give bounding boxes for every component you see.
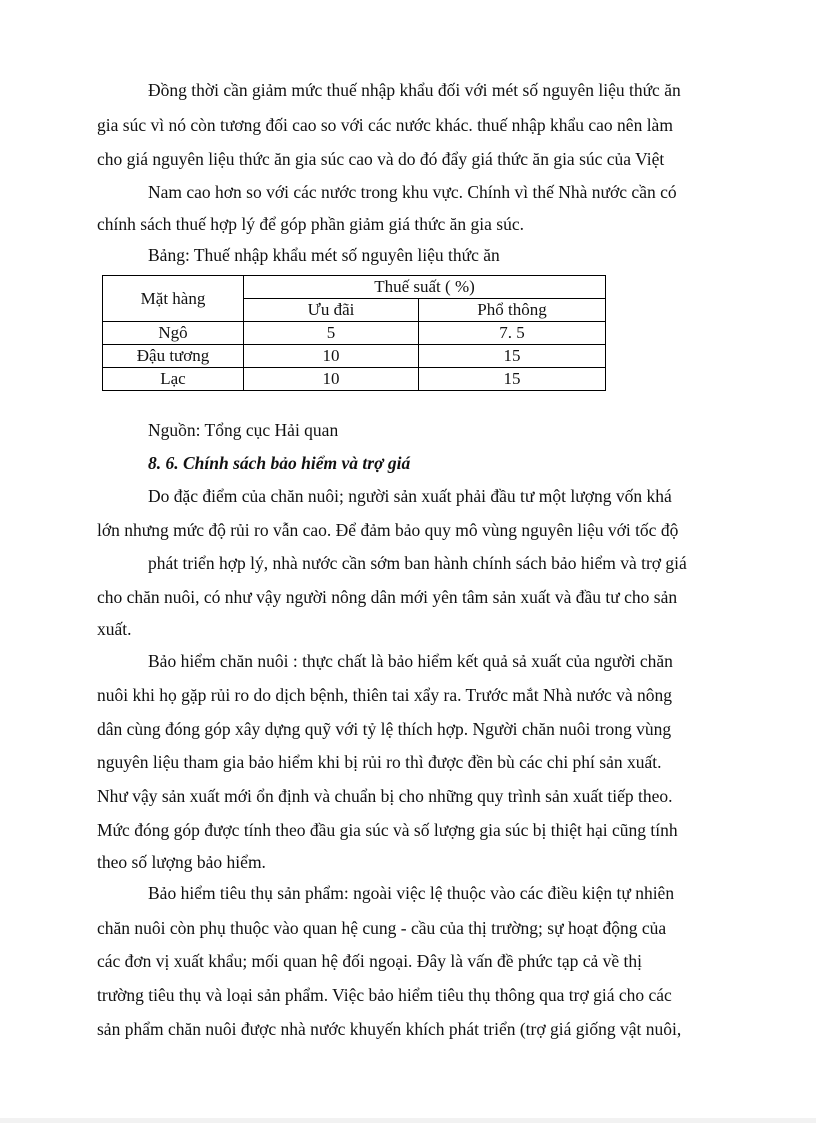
text-line: chính sách thuế hợp lý để góp phần giảm giá thức ăn gia súc. — [97, 214, 524, 234]
text-line: cho chăn nuôi, có như vậy người nông dân mới yên tâm sản xuất và đầu tư cho sản — [97, 587, 678, 607]
text-line: Đồng thời cần giảm mức thuế nhập khẩu đối với mét số nguyên liệu thức ăn — [148, 80, 681, 100]
text-line: chăn nuôi còn phụ thuộc vào quan hệ cung - cầu của thị trường; sự hoạt động của — [97, 918, 667, 938]
cell-item: Đậu tương — [103, 345, 244, 368]
text-line: Như vậy sản xuất mới ổn định và chuẩn bị cho những quy trình sản xuất tiếp theo. — [97, 786, 673, 806]
text-line: cho giá nguyên liệu thức ăn gia súc cao và do đó đẩy giá thức ăn gia súc của Việt — [97, 149, 665, 169]
cell-item: Lạc — [103, 368, 244, 391]
cell-preferential: 10 — [244, 368, 419, 391]
text-line: các đơn vị xuất khẩu; mối quan hệ đối ngoại. Đây là vấn đề phức tạp cả về thị — [97, 951, 643, 971]
header-tax-rate: Thuế suất ( %) — [244, 276, 606, 299]
text-line: dân cùng đóng góp xây dựng quỹ với tỷ lệ thích hợp. Người chăn nuôi trong vùng — [97, 719, 672, 739]
header-item: Mặt hàng — [103, 276, 244, 322]
table-row — [103, 322, 606, 345]
page-bottom-edge — [0, 1118, 816, 1123]
cell-item: Ngô — [103, 322, 244, 345]
cell-general: 15 — [419, 368, 606, 391]
header-general: Phổ thông — [419, 299, 606, 322]
text-line: xuất. — [97, 619, 132, 639]
header-preferential: Ưu đãi — [244, 299, 419, 322]
text-line: Bảo hiểm tiêu thụ sản phẩm: ngoài việc lệ thuộc vào các điều kiện tự nhiên — [148, 883, 675, 903]
cell-preferential: 5 — [244, 322, 419, 345]
cell-preferential: 10 — [244, 345, 419, 368]
text-line: Bảo hiểm chăn nuôi : thực chất là bảo hiểm kết quả sả xuất của người chăn — [148, 651, 673, 671]
text-line: sản phẩm chăn nuôi được nhà nước khuyến khích phát triển (trợ giá giống vật nuôi, — [97, 1019, 682, 1039]
text-line: theo số lượng bảo hiểm. — [97, 852, 266, 872]
table-caption: Bảng: Thuế nhập khẩu mét số nguyên liệu thức ăn — [148, 245, 500, 265]
table-row — [103, 345, 606, 368]
text-line: trường tiêu thụ và loại sản phẩm. Việc bảo hiểm tiêu thụ thông qua trợ giá cho các — [97, 985, 672, 1005]
text-line: nuôi khi họ gặp rủi ro do dịch bệnh, thiên tai xẩy ra. Trước mắt Nhà nước và nông — [97, 685, 673, 705]
text-line: Do đặc điểm của chăn nuôi; người sản xuất phải đầu tư một lượng vốn khá — [148, 486, 672, 506]
text-line: nguyên liệu tham gia bảo hiểm khi bị rủi ro thì được đền bù các chi phí sản xuất. — [97, 752, 662, 772]
import-tax-table — [102, 275, 606, 391]
text-line: lớn nhưng mức độ rủi ro vẫn cao. Để đảm bảo quy mô vùng nguyên liệu với tốc độ — [97, 520, 679, 540]
cell-general: 7. 5 — [419, 322, 606, 345]
text-line: Mức đóng góp được tính theo đầu gia súc và số lượng gia súc bị thiệt hại cũng tính — [97, 820, 678, 840]
section-heading: 8. 6. Chính sách bảo hiểm và trợ giá — [148, 453, 411, 473]
text-line: gia súc vì nó còn tương đối cao so với các nước khác. thuế nhập khẩu cao nên làm — [97, 115, 673, 135]
table-header-row — [103, 276, 606, 299]
text-line: phát triển hợp lý, nhà nước cần sớm ban hành chính sách bảo hiểm và trợ giá — [148, 553, 687, 573]
cell-general: 15 — [419, 345, 606, 368]
table-source: Nguồn: Tổng cục Hải quan — [148, 420, 339, 440]
text-line: Nam cao hơn so với các nước trong khu vực. Chính vì thế Nhà nước cần có — [148, 182, 677, 202]
table-row — [103, 368, 606, 391]
